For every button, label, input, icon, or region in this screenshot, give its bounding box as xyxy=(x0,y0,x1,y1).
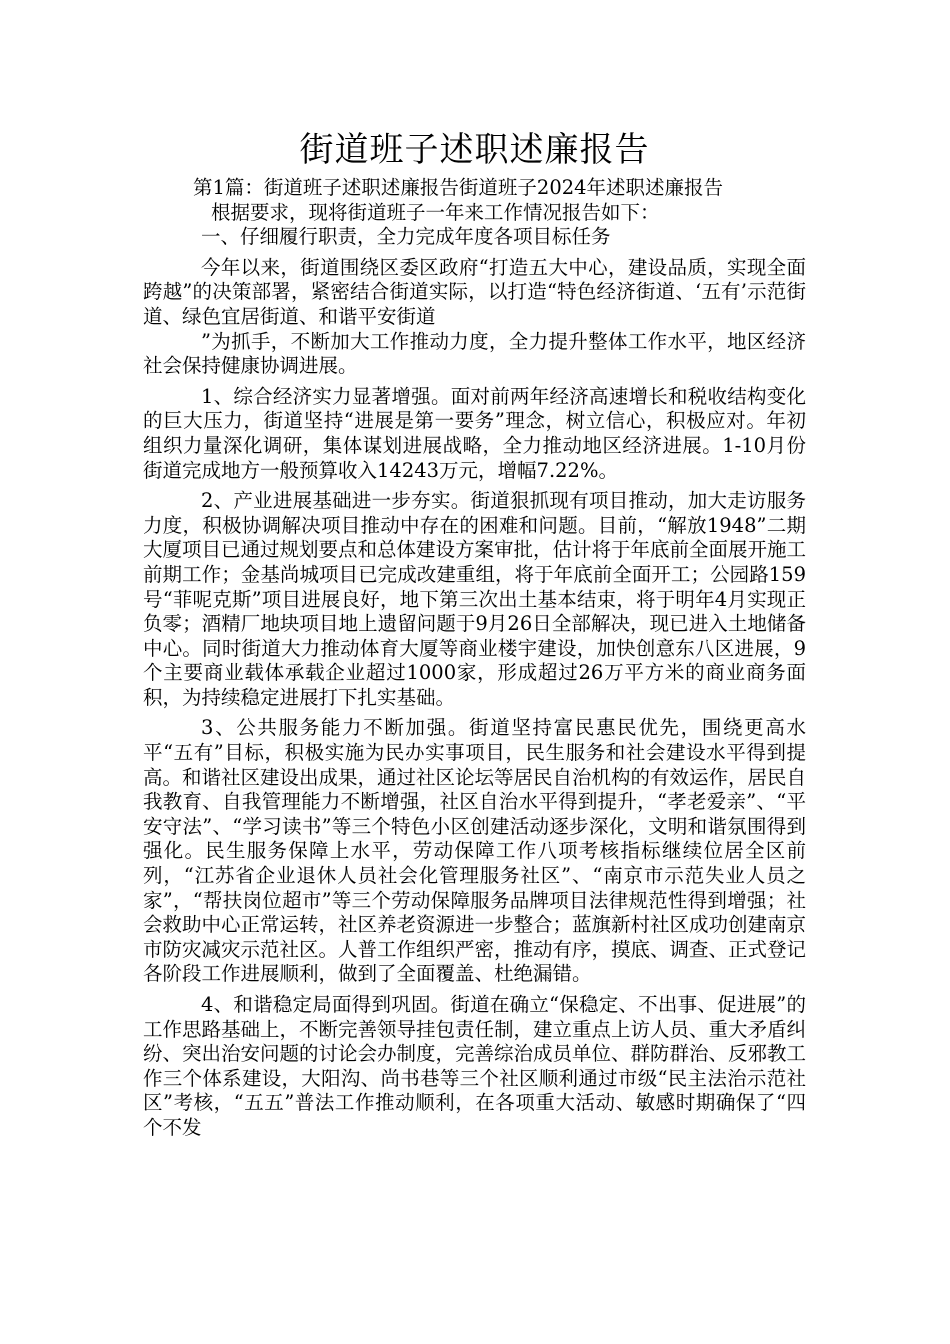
paragraph-2: 2、产业进展基础进一步夯实。街道狠抓现有项目推动，加大走访服务力度，积极协调解决项目推动中存在的困难和问题。目前，“解放1948”二期大厦项目已通过规划要点和总体建设方案审批，估计将于年底前全面展开施工前期工作；金基尚城项目已完成改建重组，将于年底前全面开工；公园路159号“菲呢克斯”项目进展良好，地下第三次出土基本结束，将于明年4月实现正负零；酒精厂地块项目地上遗留问题于9月26日全部解决，现已进入土地储备中心。同时街道大力推动体育大厦等商业楼宇建设，加快创意东八区进展，9个主要商业载体承载企业超过1000家，形成超过26万平方米的商业商务面积，为持续稳定进展打下扎实基础。 xyxy=(143,489,807,709)
paragraph-intro-part-a: 今年以来，街道围绕区委区政府“打造五大中心，建设品质，实现全面跨越”的决策部署，紧密结合街道实际，以打造“特色经济街道、‘五有’示范街道、绿色宜居街道、和谐平安街道 xyxy=(143,255,806,328)
document-title: 街道班子述职述廉报告 xyxy=(299,130,650,170)
document-subtitle: 第1篇：街道班子述职述廉报告街道班子2024年述职述廉报告 xyxy=(193,176,724,199)
paragraph-intro-part-b: ”为抓手，不断加大工作推动力度，全力提升整体工作水平，地区经济社会保持健康协调进展。 xyxy=(143,329,806,378)
paragraph-4: 4、和谐稳定局面得到巩固。街道在确立“保稳定、不出事、促进展”的工作思路基础上，不断完善领导挂包责任制，建立重点上访人员、重大矛盾纠纷、突出治安问题的讨论会办制度，完善综治成员单位、群防群治、反邪教工作三个体系建设，大阳沟、尚书巷等三个社区顺利通过市级“民主法治示范社区”考核，“五五”普法工作推动顺利，在各项重大活动、敏感时期确保了“四个不发 xyxy=(143,993,807,1139)
paragraph-1: 1、综合经济实力显著增强。面对前两年经济高速增长和税收结构变化的巨大压力，街道坚持“进展是第一要务”理念，树立信心，积极应对。年初组织力量深化调研，集体谋划进展战略，全力推动地区经济进展。1-10月份街道完成地方一般预算收入14243万元，增幅7.22%。 xyxy=(143,384,806,482)
paragraph-3: 3、公共服务能力不断加强。街道坚持富民惠民优先，围绕更高水平“五有”目标，积极实施为民办实事项目，民生服务和社会建设水平得到提高。和谐社区建设出成果，通过社区论坛等居民自治机构的有效运作，居民自我教育、自我管理能力不断增强，社区自治水平得到提升，“孝老爱亲”、“平安守法”、“学习读书”等三个特色小区创建活动逐步深化，文明和谐氛围得到强化。民生服务保障上水平，劳动保障工作八项考核指标继续位居全区前列，“江苏省企业退休人员社会化管理服务社区”、“南京市示范失业人员之家”，“帮扶岗位超市”等三个劳动保障服务品牌项目法律规范性得到增强；社会救助中心正常运转，社区养老资源进一步整合；蓝旗新村社区成功创建南京市防灾减灾示范社区。人普工作组织严密，推动有序，摸底、调查、正式登记各阶段工作进展顺利，做到了全面覆盖、杜绝漏错。 xyxy=(143,716,807,986)
document-page xyxy=(143,128,806,1141)
section-heading: 一、仔细履行职责，全力完成年度各项目标任务 xyxy=(201,225,611,249)
intro-line: 根据要求，现将街道班子一年来工作情况报告如下： xyxy=(211,200,660,224)
